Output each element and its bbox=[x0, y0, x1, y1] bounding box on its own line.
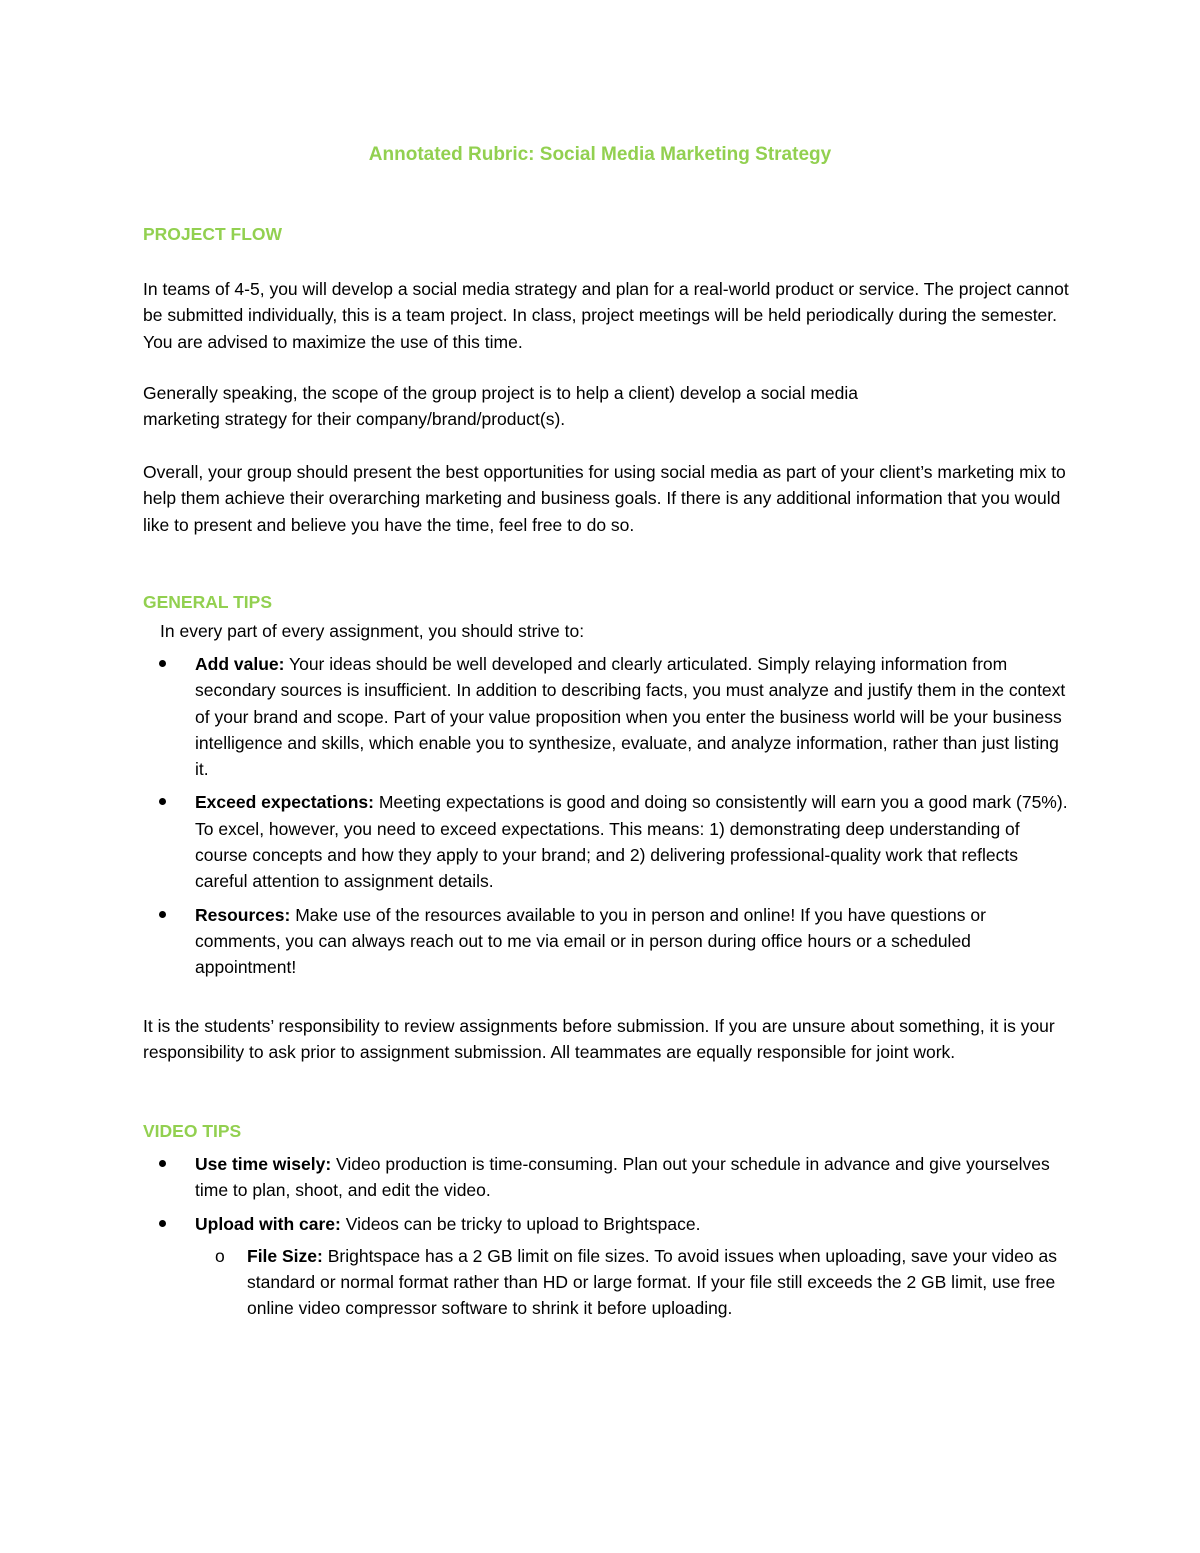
project-flow-heading: PROJECT FLOW bbox=[143, 224, 283, 244]
document-title: Annotated Rubric: Social Media Marketing Strategy bbox=[368, 144, 832, 165]
bullet-icon bbox=[159, 1160, 166, 1167]
project-flow-paragraph-1: In teams of 4-5, you will develop a social media strategy and plan for a real-world product or service. The project cannot be submitted individually, this is a team project. In class, project meetings will be held periodically during the semester. You are advised to maximize the use of this time. bbox=[143, 279, 1069, 352]
list-item-text: Make use of the resources available to you in person and online! If you have questions or comments, you can always reach out to me via email or in person during office hours or a scheduled appointment! bbox=[195, 904, 986, 978]
list-item-label: Add value: bbox=[195, 654, 285, 674]
list-item-text: Your ideas should be well developed and clearly articulated. Simply relaying information from secondary sources is insufficient. In addition to describing facts, you must analyze and justify them in the context of your brand and scope. Part of your value proposition when you enter the business world will be your business intelligence and skills, which enable you to synthesize, evaluate, and analyze information, rather than just listing it. bbox=[195, 654, 1066, 780]
list-item-label: Exceed expectations: bbox=[195, 792, 374, 813]
general-tips-closing: It is the students’ responsibility to review assignments before submission. If you are unsure about something, it is your responsibility to ask prior to assignment submission. All teammates are equally responsible for joint work. bbox=[143, 1016, 1055, 1063]
video-tips-list bbox=[143, 1151, 1073, 1329]
list-item bbox=[143, 651, 1073, 782]
general-tips-list bbox=[143, 651, 1073, 988]
sub-list-item bbox=[195, 1243, 1073, 1322]
sub-list-item-label: File Size: bbox=[247, 1245, 323, 1266]
sub-bullet-icon: o bbox=[215, 1245, 225, 1266]
list-item bbox=[143, 1151, 1073, 1204]
list-item-label: Use time wisely: bbox=[195, 1154, 332, 1174]
video-tips-heading: VIDEO TIPS bbox=[143, 1121, 242, 1141]
general-tips-heading: GENERAL TIPS bbox=[143, 592, 273, 612]
project-flow-paragraph-3: Overall, your group should present the best opportunities for using social media as part of your client’s marketing mix to help them achieve their overarching marketing and business goals. If there is any additional information that you would like to present and believe you have the time, feel free to do so. bbox=[143, 462, 1066, 535]
sub-list-item-text: Brightspace has a 2 GB limit on file sizes. To avoid issues when uploading, save your video as standard or normal format rather than HD or large format. If your file still exceeds the 2 GB limit, use free online video compressor software to shrink it before uploading. bbox=[247, 1245, 1057, 1319]
list-item-label: Resources: bbox=[195, 904, 291, 925]
bullet-icon bbox=[159, 660, 166, 667]
project-flow-paragraph-2: Generally speaking, the scope of the group project is to help a client) develop a social media marketing strategy for their company/brand/product(s). bbox=[143, 383, 859, 430]
list-item-text: Video production is time-consuming. Plan out your schedule in advance and give yourselves time to plan, shoot, and edit the video. bbox=[195, 1154, 1050, 1201]
list-item bbox=[143, 789, 1073, 894]
bullet-icon bbox=[159, 1220, 166, 1227]
bullet-icon bbox=[159, 798, 166, 805]
list-item-text: Videos can be tricky to upload to Brightspace. bbox=[340, 1213, 701, 1234]
list-item bbox=[143, 902, 1073, 981]
bullet-icon bbox=[159, 911, 166, 918]
list-item-label: Upload with care: bbox=[195, 1213, 341, 1234]
general-tips-intro: In every part of every assignment, you should strive to: bbox=[160, 621, 585, 641]
list-item-text: Meeting expectations is good and doing so consistently will earn you a good mark (75%). To excel, however, you need to exceed expectations. This means: 1) demonstrating deep understanding of course concepts and how they apply to your brand; and 2) delivering professional-quality work that reflects careful attention to assignment details. bbox=[195, 792, 1068, 892]
list-item bbox=[143, 1211, 1073, 1322]
video-tips-sublist bbox=[195, 1243, 1073, 1322]
